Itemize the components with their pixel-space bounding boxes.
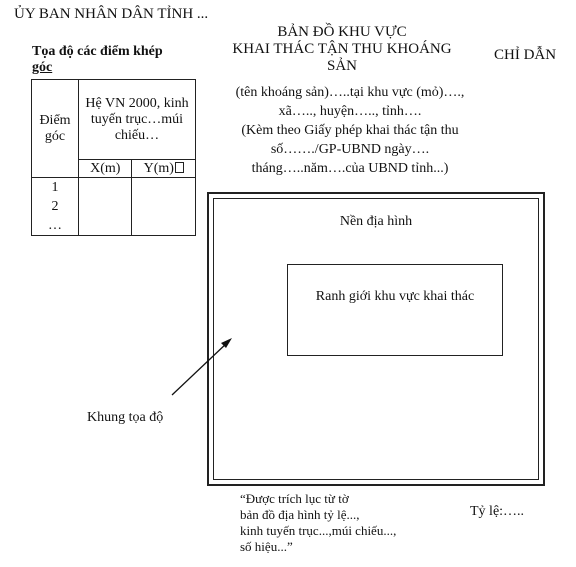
header-x: X(m) bbox=[79, 160, 132, 178]
extract-line1: “Được trích lục từ tờ bbox=[240, 491, 349, 506]
coordinate-table-title-line2: góc bbox=[32, 60, 53, 75]
terrain-label: Nền địa hình bbox=[339, 214, 413, 229]
map-desc-line3: (Kèm theo Giấy phép khai thác tận thu bbox=[241, 123, 459, 138]
extract-line2: bản đồ địa hình tỷ lệ..., bbox=[240, 507, 360, 522]
map-title bbox=[222, 24, 462, 75]
map-desc-line5: tháng…..năm….của UBND tỉnh...) bbox=[251, 161, 449, 176]
table-row-point: … bbox=[48, 218, 62, 233]
point-list-cell bbox=[32, 178, 79, 236]
map-desc-line1: (tên khoáng sản)…..tại khu vực (mỏ)…., bbox=[235, 85, 465, 100]
map-desc-line2: xã….., huyện….., tỉnh…. bbox=[278, 104, 422, 119]
coordinate-frame-label: Khung tọa độ bbox=[87, 410, 164, 425]
map-title-line1: BẢN ĐỒ KHU VỰC bbox=[277, 24, 407, 40]
coordinate-table-title bbox=[32, 44, 207, 76]
scale-label: Tỷ lệ:….. bbox=[470, 504, 525, 519]
header-y-text: Y(m) bbox=[143, 160, 174, 176]
table-row bbox=[32, 178, 196, 236]
coordinate-table bbox=[31, 79, 196, 236]
legend-title: CHỈ DẪN bbox=[494, 47, 557, 63]
mining-boundary-box bbox=[287, 264, 503, 356]
x-value-cell bbox=[79, 178, 132, 236]
extract-line3: kinh tuyến trục...,múi chiếu..., bbox=[240, 523, 397, 538]
table-row-point: 2 bbox=[51, 199, 59, 214]
extract-note bbox=[240, 491, 430, 555]
header-y bbox=[132, 160, 196, 178]
header-point: Điểm góc bbox=[32, 80, 79, 178]
coordinate-table-title-line1: Tọa độ các điểm khép bbox=[32, 44, 163, 59]
map-title-line2: KHAI THÁC TẬN THU KHOÁNG bbox=[232, 41, 452, 57]
agency-name: ỦY BAN NHÂN DÂN TỈNH ... bbox=[14, 6, 209, 22]
y-value-cell bbox=[132, 178, 196, 236]
extract-line4: số hiệu...” bbox=[240, 539, 293, 554]
mining-boundary-label: Ranh giới khu vực khai thác bbox=[315, 289, 475, 304]
header-coordinate-system: Hệ VN 2000, kinh tuyến trục…múi chiếu… bbox=[79, 80, 196, 160]
table-row-point: 1 bbox=[51, 180, 59, 195]
map-description bbox=[208, 83, 492, 178]
map-desc-line4: số……./GP-UBND ngày…. bbox=[270, 142, 430, 157]
map-title-line3: SẢN bbox=[326, 58, 357, 74]
